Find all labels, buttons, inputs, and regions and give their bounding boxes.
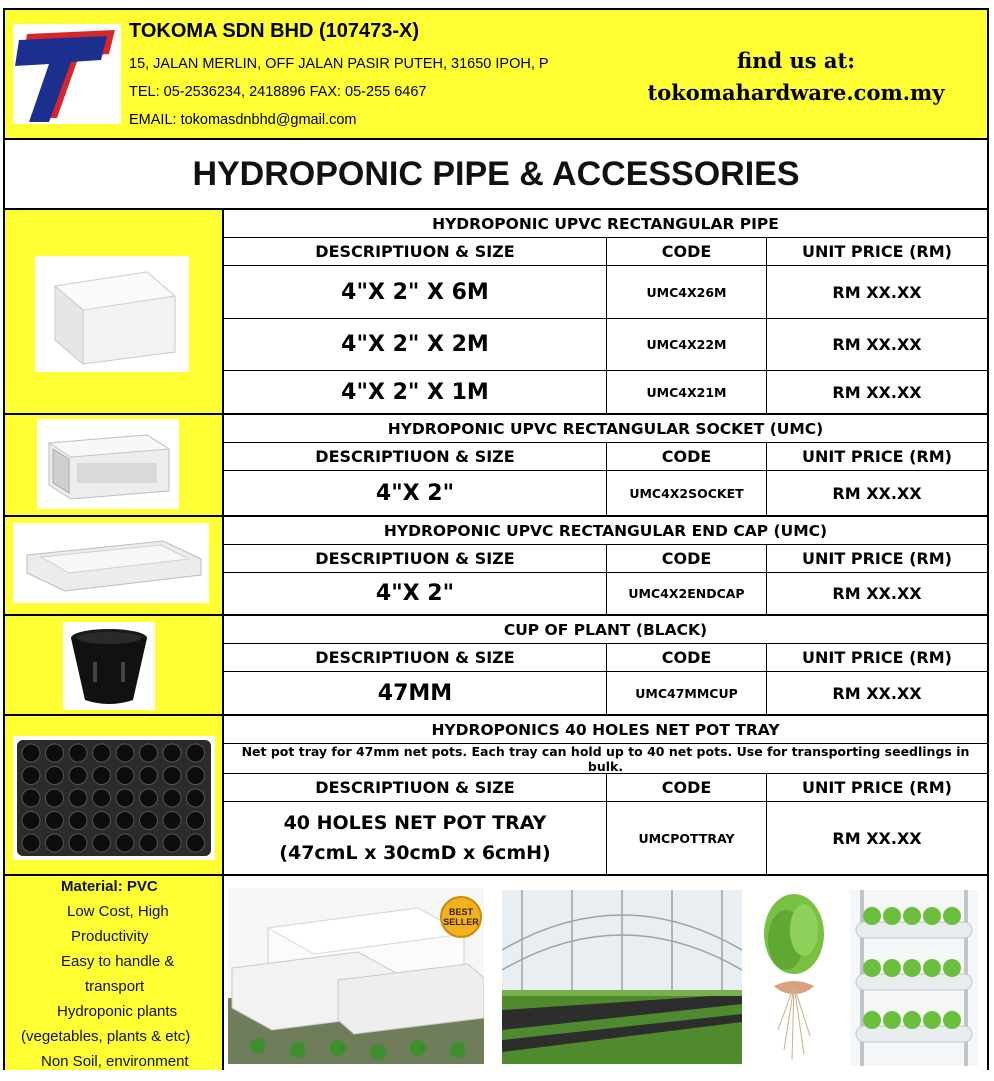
- col-price-header: UNIT PRICE (RM): [802, 778, 952, 797]
- website-link[interactable]: tokomahardware.com.my: [647, 80, 945, 105]
- section-title: HYDROPONIC UPVC RECTANGULAR END CAP (UMC): [383, 521, 828, 540]
- tray-hole: [46, 744, 64, 762]
- tray-hole: [46, 789, 64, 807]
- section-title: HYDROPONIC UPVC RECTANGULAR SOCKET (UMC): [387, 419, 824, 438]
- section-title: HYDROPONICS 40 HOLES NET POT TRAY: [431, 720, 780, 739]
- section-title: CUP OF PLANT (BLACK): [503, 620, 708, 639]
- col-desc-header: DESCRIPTIUON & SIZE: [224, 644, 607, 671]
- item-price: RM XX.XX: [832, 828, 922, 848]
- item-desc-line1: 40 HOLES NET POT TRAY: [283, 812, 547, 834]
- plant-cup-icon: [63, 622, 155, 710]
- tray-hole: [140, 812, 158, 830]
- tray-hole: [46, 767, 64, 785]
- col-code-header: CODE: [607, 238, 767, 265]
- end-cap-icon: [13, 523, 209, 603]
- col-price-header: UNIT PRICE (RM): [802, 447, 952, 466]
- item-desc: 47MM: [224, 672, 607, 714]
- tray-hole: [22, 767, 40, 785]
- best-seller-badge: [440, 896, 482, 938]
- tray-hole: [163, 767, 181, 785]
- tray-hole: [163, 744, 181, 762]
- tray-hole: [163, 834, 181, 852]
- tray-hole: [116, 789, 134, 807]
- tray-hole: [46, 812, 64, 830]
- item-price: RM XX.XX: [832, 382, 922, 402]
- item-price: RM XX.XX: [832, 584, 922, 603]
- company-name: TOKOMA SDN BHD (107473-X): [129, 20, 420, 42]
- badge-line2: SELLER: [443, 917, 479, 927]
- tray-hole: [22, 812, 40, 830]
- material-line: (vegetables, plants & etc): [21, 1028, 191, 1045]
- item-price: RM XX.XX: [832, 483, 922, 503]
- page-title: HYDROPONIC PIPE & ACCESSORIES: [5, 140, 987, 210]
- tray-hole: [140, 789, 158, 807]
- tray-hole: [116, 834, 134, 852]
- endcap-table: [224, 517, 987, 616]
- net-pot-tray-icon: [13, 736, 215, 860]
- material-line: Productivity: [71, 928, 149, 945]
- tray-hole: [187, 744, 205, 762]
- col-code-header: CODE: [607, 443, 767, 470]
- item-code: UMCPOTTRAY: [607, 802, 767, 874]
- item-code: UMC4X22M: [607, 319, 767, 370]
- pipe-image-cell: [5, 210, 224, 415]
- cup-image-cell: [5, 616, 224, 716]
- tray-hole: [93, 744, 111, 762]
- tray-hole: [116, 767, 134, 785]
- item-price: RM XX.XX: [832, 282, 922, 302]
- tray-hole: [187, 767, 205, 785]
- company-phone: TEL: 05-2536234, 2418896 FAX: 05-255 6467: [129, 84, 427, 100]
- material-line: Low Cost, High: [67, 903, 169, 920]
- tray-hole: [93, 834, 111, 852]
- material-line: transport: [85, 978, 145, 995]
- item-price: RM XX.XX: [832, 335, 922, 354]
- item-desc-line2: (47cmL x 30cmD x 6cmH): [279, 842, 551, 864]
- tray-hole: [140, 834, 158, 852]
- pipe-table: [224, 210, 987, 415]
- tray-hole: [140, 744, 158, 762]
- tray-hole: [140, 767, 158, 785]
- item-desc: [224, 802, 607, 874]
- find-us-label: find us at:: [737, 48, 855, 73]
- col-price-header: UNIT PRICE (RM): [802, 648, 952, 667]
- tray-hole: [116, 812, 134, 830]
- company-header: [5, 10, 987, 140]
- tray-hole: [22, 789, 40, 807]
- tray-hole: [163, 812, 181, 830]
- col-code-header: CODE: [607, 774, 767, 801]
- material-line: Easy to handle &: [61, 953, 175, 970]
- col-desc-header: DESCRIPTIUON & SIZE: [224, 443, 607, 470]
- item-code: UMC4X2ENDCAP: [607, 573, 767, 614]
- item-code: UMC4X2SOCKET: [607, 471, 767, 515]
- company-address: 15, JALAN MERLIN, OFF JALAN PASIR PUTEH, 31650 IPOH, P: [129, 56, 549, 72]
- item-desc: 4"X 2": [224, 471, 607, 515]
- badge-line1: BEST: [448, 907, 473, 917]
- material-notes: [5, 876, 224, 1070]
- col-price-header: UNIT PRICE (RM): [802, 242, 952, 261]
- col-code-header: CODE: [607, 644, 767, 671]
- tray-image-cell: [5, 716, 224, 876]
- tray-hole: [93, 812, 111, 830]
- material-line: Non Soil, environment: [41, 1053, 189, 1070]
- material-line: Hydroponic plants: [57, 1003, 178, 1020]
- tray-hole: [69, 767, 87, 785]
- col-price-header: UNIT PRICE (RM): [802, 549, 952, 568]
- item-desc: 4"X 2" X 2M: [224, 319, 607, 370]
- tray-hole: [22, 834, 40, 852]
- material-line: Material: PVC: [61, 878, 158, 895]
- tray-hole: [22, 744, 40, 762]
- socket-icon: [37, 419, 179, 509]
- tray-hole: [187, 789, 205, 807]
- col-desc-header: DESCRIPTIUON & SIZE: [224, 545, 607, 572]
- tray-hole: [93, 789, 111, 807]
- hydroponic-rack-photo: [850, 890, 978, 1066]
- pipes-photo: [228, 888, 484, 1064]
- rect-pipe-icon: [35, 256, 189, 372]
- tray-hole: [69, 789, 87, 807]
- tray-hole: [69, 834, 87, 852]
- socket-image-cell: [5, 415, 224, 517]
- item-code: UMC4X21M: [607, 371, 767, 413]
- tray-hole: [46, 834, 64, 852]
- tokoma-logo-icon: [13, 24, 121, 124]
- tray-hole: [163, 789, 181, 807]
- tray-hole: [93, 767, 111, 785]
- tray-hole: [69, 812, 87, 830]
- company-email: EMAIL: tokomasdnbhd@gmail.com: [129, 112, 357, 128]
- col-code-header: CODE: [607, 545, 767, 572]
- product-photos: [224, 876, 987, 1070]
- price-sheet: [3, 8, 989, 1070]
- item-code: UMC47MMCUP: [607, 672, 767, 714]
- col-desc-header: DESCRIPTIUON & SIZE: [224, 774, 607, 801]
- greenhouse-photo: [502, 890, 742, 1064]
- tray-hole: [116, 744, 134, 762]
- item-code: UMC4X26M: [607, 266, 767, 318]
- cup-table: [224, 616, 987, 716]
- section-title: HYDROPONIC UPVC RECTANGULAR PIPE: [432, 214, 779, 233]
- col-desc-header: DESCRIPTIUON & SIZE: [224, 238, 607, 265]
- lettuce-photo: [754, 890, 834, 1066]
- tray-hole: [187, 812, 205, 830]
- socket-table: [224, 415, 987, 517]
- tray-hole: [69, 744, 87, 762]
- item-desc: 4"X 2" X 6M: [224, 266, 607, 318]
- item-price: RM XX.XX: [832, 683, 922, 703]
- tray-table: [224, 716, 987, 876]
- section-note: Net pot tray for 47mm net pots. Each tray can hold up to 40 net pots. Use for transporting seedlings in bulk.: [241, 743, 970, 774]
- item-desc: 4"X 2" X 1M: [224, 371, 607, 413]
- endcap-image-cell: [5, 517, 224, 616]
- item-desc: 4"X 2": [224, 573, 607, 614]
- tray-hole: [187, 834, 205, 852]
